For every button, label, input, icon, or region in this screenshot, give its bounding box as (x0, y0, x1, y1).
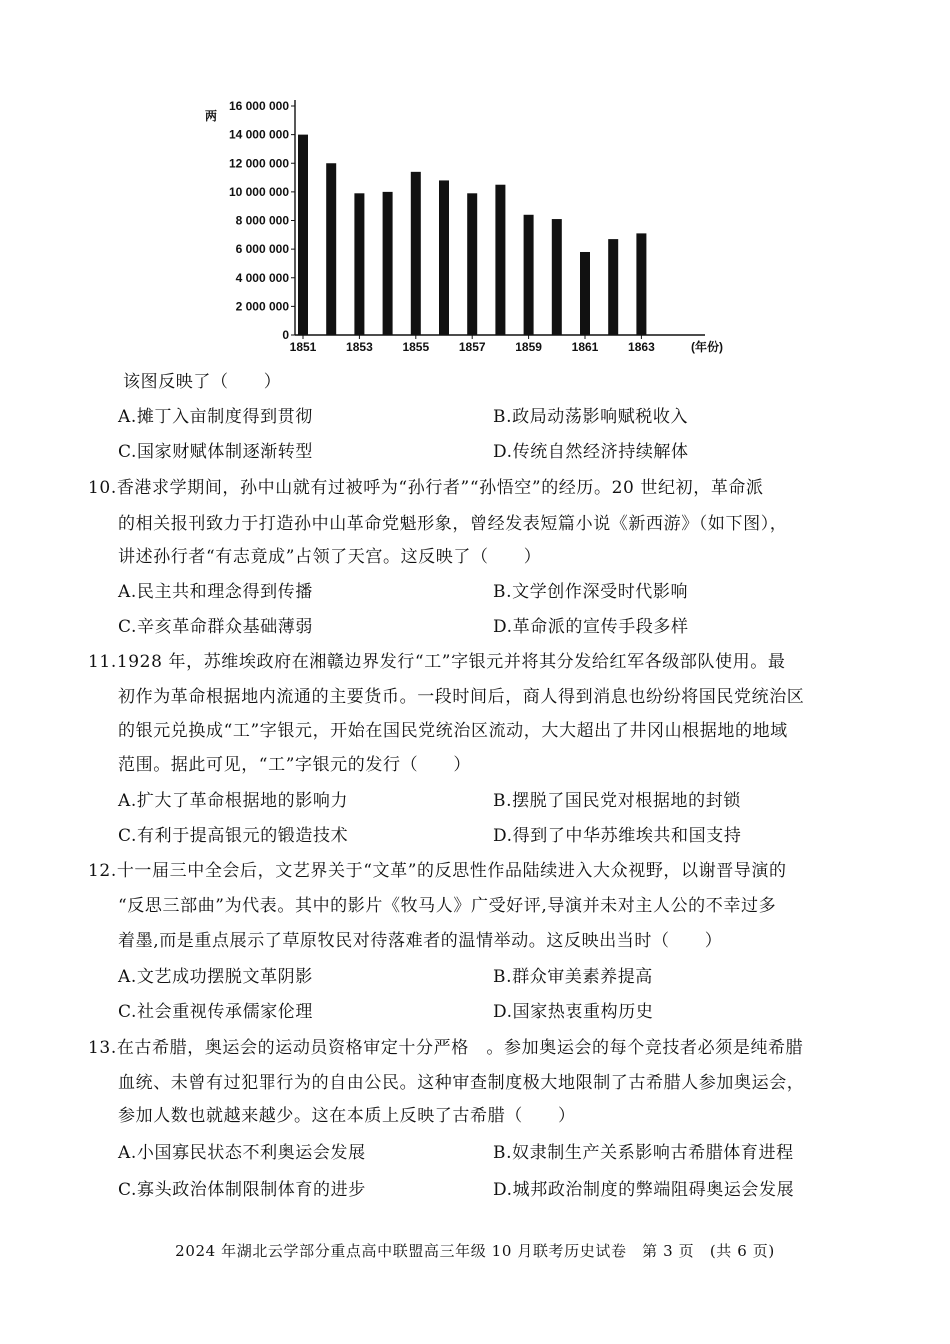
y-tick-label: 2 000 000 (235, 299, 289, 314)
tax-revenue-bar-chart (195, 90, 765, 358)
q10-option-b: B.文学创作深受时代影响 (493, 582, 689, 602)
q10-line-1: 10.香港求学期间，孙中山就有过被呼为“孙行者”“孙悟空”的经历。20 世纪初，革命派 (88, 478, 764, 498)
q9-stem: 该图反映了（ ） (123, 372, 282, 392)
bar-1855 (411, 172, 421, 335)
y-tick-label: 4 000 000 (235, 270, 289, 285)
q13-option-b: B.奴隶制生产关系影响古希腊体育进程 (493, 1143, 794, 1163)
x-tick-label: 1855 (402, 340, 430, 354)
bar-1858 (495, 185, 505, 335)
x-tick-label: 1859 (515, 340, 542, 354)
q9-option-b: B.政局动荡影响赋税收入 (493, 407, 689, 427)
q10-line-3: 讲述孙行者“有志竟成”占领了天宫。这反映了（ ） (118, 547, 542, 567)
q11-option-c: C.有利于提高银元的锻造技术 (118, 826, 349, 846)
q12-option-a: A.文艺成功摆脱文革阴影 (118, 967, 313, 987)
page-footer: 2024 年湖北云学部分重点高中联盟高三年级 10 月联考历史试卷 第 3 页 (共 6 页) (175, 1242, 775, 1260)
q12-option-c: C.社会重视传承儒家伦理 (118, 1002, 314, 1022)
q10-option-d: D.革命派的宣传手段多样 (493, 617, 689, 637)
q13-option-a: A.小国寡民状态不利奥运会发展 (118, 1143, 366, 1163)
q11-line-3: 的银元兑换成“工”字银元，开始在国民党统治区流动，大大超出了井冈山根据地的地域 (118, 721, 788, 741)
q9-option-d: D.传统自然经济持续解体 (493, 442, 689, 462)
q13-option-c: C.寡头政治体制限制体育的进步 (118, 1180, 366, 1200)
q11-option-b: B.摆脱了国民党对根据地的封锁 (493, 791, 741, 811)
bar-1862 (608, 239, 618, 335)
bar-1863 (636, 233, 646, 335)
q12-line-2: “反思三部曲”为代表。其中的影片《牧马人》广受好评,导演并未对主人公的不幸过多 (118, 896, 777, 916)
x-tick-label: 1857 (458, 340, 486, 354)
bar-1860 (552, 219, 562, 335)
q13-line-2: 血统、未曾有过犯罪行为的自由公民。这种审查制度极大地限制了古希腊人参加奥运会， (118, 1073, 805, 1093)
y-tick-label: 14 000 000 (228, 127, 289, 142)
y-tick-label: 16 000 000 (228, 99, 289, 113)
q11-option-d: D.得到了中华苏维埃共和国支持 (493, 826, 742, 846)
q9-option-a: A.摊丁入亩制度得到贯彻 (118, 407, 313, 427)
bar-1857 (467, 193, 477, 335)
q12-line-1: 12.十一届三中全会后，文艺界关于“文革”的反思性作品陆续进入大众视野，以谢晋导演的 (88, 861, 787, 881)
q13-line-1: 13.在古希腊，奥运会的运动员资格审定十分严格 。参加奥运会的每个竞技者必须是纯希腊 (88, 1038, 804, 1058)
q13-option-d: D.城邦政治制度的弊端阻碍奥运会发展 (493, 1180, 795, 1200)
q11-line-2: 初作为革命根据地内流通的主要货币。一段时间后，商人得到消息也纷纷将国民党统治区 (118, 687, 805, 707)
x-axis-label: (年份) (691, 340, 723, 354)
q10-option-c: C.辛亥革命群众基础薄弱 (118, 617, 314, 637)
y-tick-label: 12 000 000 (228, 156, 289, 171)
x-tick-label: 1861 (571, 340, 599, 354)
y-tick-label: 6 000 000 (235, 242, 289, 257)
y-tick-label: 8 000 000 (235, 213, 289, 228)
q10-option-a: A.民主共和理念得到传播 (118, 582, 313, 602)
q11-line-4: 范围。据此可见，“工”字银元的发行（ ） (118, 755, 471, 775)
bar-1852 (326, 163, 336, 335)
chart-plot-area (205, 99, 723, 354)
bar-1851 (298, 135, 308, 335)
q11-line-1: 11.1928 年，苏维埃政府在湘赣边界发行“工”字银元并将其分发给红军各级部队使用。最 (88, 652, 786, 672)
x-tick-label: 1863 (628, 340, 655, 354)
y-axis-label: 两 (205, 109, 218, 123)
q9-option-c: C.国家财赋体制逐渐转型 (118, 442, 314, 462)
bar-1854 (383, 192, 393, 335)
x-tick-label: 1851 (289, 340, 317, 354)
bar-1859 (524, 215, 534, 335)
q11-option-a: A.扩大了革命根据地的影响力 (118, 791, 349, 811)
q12-option-d: D.国家热衷重构历史 (493, 1002, 654, 1022)
bar-1853 (354, 193, 364, 335)
y-tick-label: 10 000 000 (228, 184, 289, 199)
y-tick-label: 0 (282, 328, 289, 342)
q12-option-b: B.群众审美素养提高 (493, 967, 653, 987)
q12-line-3: 着墨,而是重点展示了草原牧民对待落难者的温情举动。这反映出当时（ ） (118, 931, 723, 951)
bar-1856 (439, 180, 449, 335)
q13-line-3: 参加人数也就越来越少。这在本质上反映了古希腊（ ） (118, 1106, 576, 1126)
bar-1861 (580, 252, 590, 335)
q10-line-2: 的相关报刊致力于打造孙中山革命党魁形象，曾经发表短篇小说《新西游》（如下图）， (118, 514, 788, 534)
x-tick-label: 1853 (346, 340, 373, 354)
